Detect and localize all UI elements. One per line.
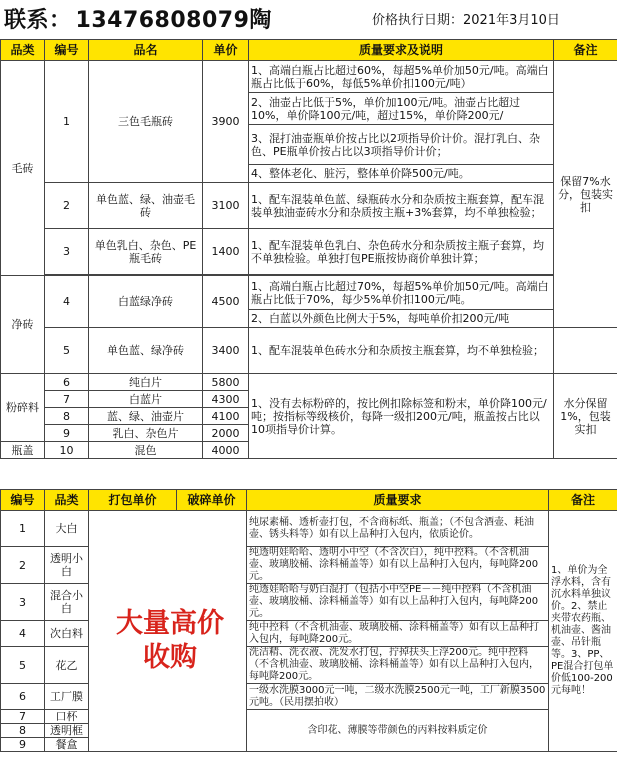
col-price: 单价	[203, 40, 249, 61]
category-maozhuan: 毛砖	[1, 61, 45, 276]
col-crush-price: 破碎单价	[177, 490, 247, 511]
row-name: 白蓝片	[89, 391, 203, 408]
row-cat: 大白	[45, 511, 89, 547]
row-no: 7	[1, 710, 45, 724]
row-name: 蓝、绿、油壶片	[89, 408, 203, 425]
remark-brick: 保留7%水分，包装实扣	[554, 61, 617, 328]
row-req: 1、高端白瓶占比超过70%，每超5%单价加50元/吨。高端白瓶占比低于70%，每少5%单价扣100元/吨。	[249, 276, 554, 310]
table-header-row	[1, 40, 617, 61]
row-req: 3、混打油壶瓶单价按占比以2项指导价计价。混打乳白、杂色、PE瓶单价按占比以3项指导价计价；	[249, 125, 554, 165]
col-name: 品名	[89, 40, 203, 61]
row-name: 纯白片	[89, 374, 203, 391]
row-req: 纯中控料（不含机油壶、玻璃胶桶、涂料桶盖等）如有以上品种打入包内，每吨降200元。	[247, 621, 549, 647]
row-no: 4	[45, 276, 89, 328]
row-no: 4	[1, 621, 45, 647]
row-price: 4000	[203, 442, 249, 459]
row-no: 1	[45, 61, 89, 183]
row-price: 4500	[203, 276, 249, 328]
row-price: 3900	[203, 61, 249, 183]
header-bar	[0, 0, 617, 38]
row-no: 10	[45, 442, 89, 459]
row-price: 2000	[203, 425, 249, 442]
row-no: 5	[45, 328, 89, 374]
category-fensui: 粉碎料	[1, 374, 45, 442]
row-price: 4300	[203, 391, 249, 408]
col-remark: 备注	[554, 40, 617, 61]
row-cat: 口杯	[45, 710, 89, 724]
row-cat: 透明框	[45, 724, 89, 738]
row-cat: 混合小白	[45, 584, 89, 621]
row-req: 1、配车混装单色蓝、绿瓶砖水分和杂质按主瓶套算，配车混装单独油壶砖水分和杂质按主瓶+3%套算，均不单独检验；	[249, 183, 554, 229]
row-price: 3100	[203, 183, 249, 229]
row-price: 1400	[203, 229, 249, 275]
row-no: 6	[1, 684, 45, 710]
remark-filler	[554, 328, 617, 374]
table-row	[1, 276, 617, 310]
row-cat: 餐盒	[45, 738, 89, 752]
row-req: 1、高端白瓶占比超过60%，每超5%单价加50元/吨。高端白瓶占比低于60%，每低5%单价扣100元/吨）	[249, 61, 554, 93]
table-row	[1, 61, 617, 93]
table-row	[1, 183, 617, 229]
table-row	[1, 229, 617, 275]
contact-label: 联系：	[4, 8, 72, 33]
price-table-packing	[0, 489, 617, 752]
row-no: 7	[45, 391, 89, 408]
row-no: 9	[45, 425, 89, 442]
row-no: 9	[1, 738, 45, 752]
row-cat: 透明小白	[45, 547, 89, 584]
row-req: 纯透明娃哈哈、透明小中空（不含次白），纯中控料。（不含机油壶、玻璃胶桶、涂料桶盖等）如有以上品种打入包内，每吨降200元。	[247, 547, 549, 584]
table-row	[1, 511, 617, 547]
table-row	[1, 374, 617, 391]
row-no: 3	[1, 584, 45, 621]
promo-text	[95, 607, 245, 675]
row-price: 3400	[203, 328, 249, 374]
row-req: 1、配车混装单色乳白、杂色砖水分和杂质按主瓶子套算，均不单独检验。单独打包PE瓶按协商价单独计算；	[249, 229, 554, 275]
row-req: 一级水洗膜3000元一吨，二级水洗膜2500元一吨，工厂新膜3500元吨。（民用摆拍收）	[247, 684, 549, 710]
row-no: 3	[45, 229, 89, 275]
price-date: 价格执行日期：2021年3月10日	[372, 13, 560, 28]
row-no: 8	[45, 408, 89, 425]
col-quality: 质量要求	[247, 490, 549, 511]
promo-line-2: 收购	[143, 642, 197, 673]
row-no: 2	[45, 183, 89, 229]
row-no: 1	[1, 511, 45, 547]
promo-line-1: 大量高价	[116, 608, 224, 639]
col-number: 编号	[45, 40, 89, 61]
category-jingzhuan: 净砖	[1, 276, 45, 374]
row-name: 单色乳白、杂色、PE瓶毛砖	[89, 229, 203, 275]
row-name: 白蓝绿净砖	[89, 276, 203, 328]
col-remark: 备注	[549, 490, 617, 511]
row-req: 2、白蓝以外颜色比例大于5%，每吨单价扣200元/吨	[249, 310, 554, 328]
req-bottom: 含印花、薄膜等带颜色的丙料按料质定价	[247, 710, 549, 752]
remark-flakes: 水分保留1%，包装实扣	[554, 374, 617, 459]
row-req: 2、油壶占比低于5%，单价加100元/吨。油壶占比超过10%，单价降100元/吨，超过15%，单价降200元/	[249, 93, 554, 125]
row-price: 4100	[203, 408, 249, 425]
table-header-row	[1, 490, 617, 511]
row-req: 1、配车混装单色砖水分和杂质按主瓶套算，均不单独检验；	[249, 328, 554, 374]
col-pack-price: 打包单价	[89, 490, 177, 511]
price-table-main	[0, 39, 617, 459]
row-cat: 工厂膜	[45, 684, 89, 710]
row-name: 三色毛瓶砖	[89, 61, 203, 183]
row-no: 5	[1, 647, 45, 684]
col-quality: 质量要求及说明	[249, 40, 554, 61]
contact-number: 13476808079陶	[75, 8, 272, 33]
row-name: 乳白、杂色片	[89, 425, 203, 442]
row-no: 2	[1, 547, 45, 584]
row-price: 5800	[203, 374, 249, 391]
packing-remark: 1、单价为全浮水料，含有沉水料单独议价。2、禁止夹带农药瓶、机油壶、酱油壶、吊针瓶等。3、PP、PE混合打包单价低100-200元每吨！	[549, 511, 617, 752]
col-category: 品类	[45, 490, 89, 511]
col-category: 品类	[1, 40, 45, 61]
row-no: 6	[45, 374, 89, 391]
row-name: 单色蓝、绿净砖	[89, 328, 203, 374]
row-req: 洗洁精、洗衣液、洗发水打包，拧掉扶头上浮200元。纯中控料（不含机油壶、玻璃胶桶、涂料桶盖等）如有以上品种打入包内，每吨降200元。	[247, 647, 549, 684]
row-req: 纯尿素桶、透析壶打包，不含商标纸、瓶盖；（不包含酒壶、耗油壶、锈头料等）如有以上品种打入包内，依质论价。	[247, 511, 549, 547]
row-name: 混色	[89, 442, 203, 459]
row-cat: 次白料	[45, 621, 89, 647]
table-row	[1, 328, 617, 374]
row-no: 8	[1, 724, 45, 738]
col-number: 编号	[1, 490, 45, 511]
contact-line	[4, 3, 272, 34]
row-cat: 花乙	[45, 647, 89, 684]
req-flakes: 1、没有去标粉碎的，按比例扣除标签和粉末，单价降100元/吨；按指标等级核价，每降一级扣200元/吨，瓶盖按占比以10项指导价计算。	[249, 374, 554, 459]
row-name: 单色蓝、绿、油壶毛砖	[89, 183, 203, 229]
category-pinggai: 瓶盖	[1, 442, 45, 459]
row-req: 纯透娃哈哈与奶白混打（包括小中空PE－－纯中控料（不含机油壶、玻璃胶桶、涂料桶盖等）如有以上品种打入包内，每吨降200元。	[247, 584, 549, 621]
row-req: 4、整体老化、脏污，整体单价降500元/吨。	[249, 165, 554, 183]
